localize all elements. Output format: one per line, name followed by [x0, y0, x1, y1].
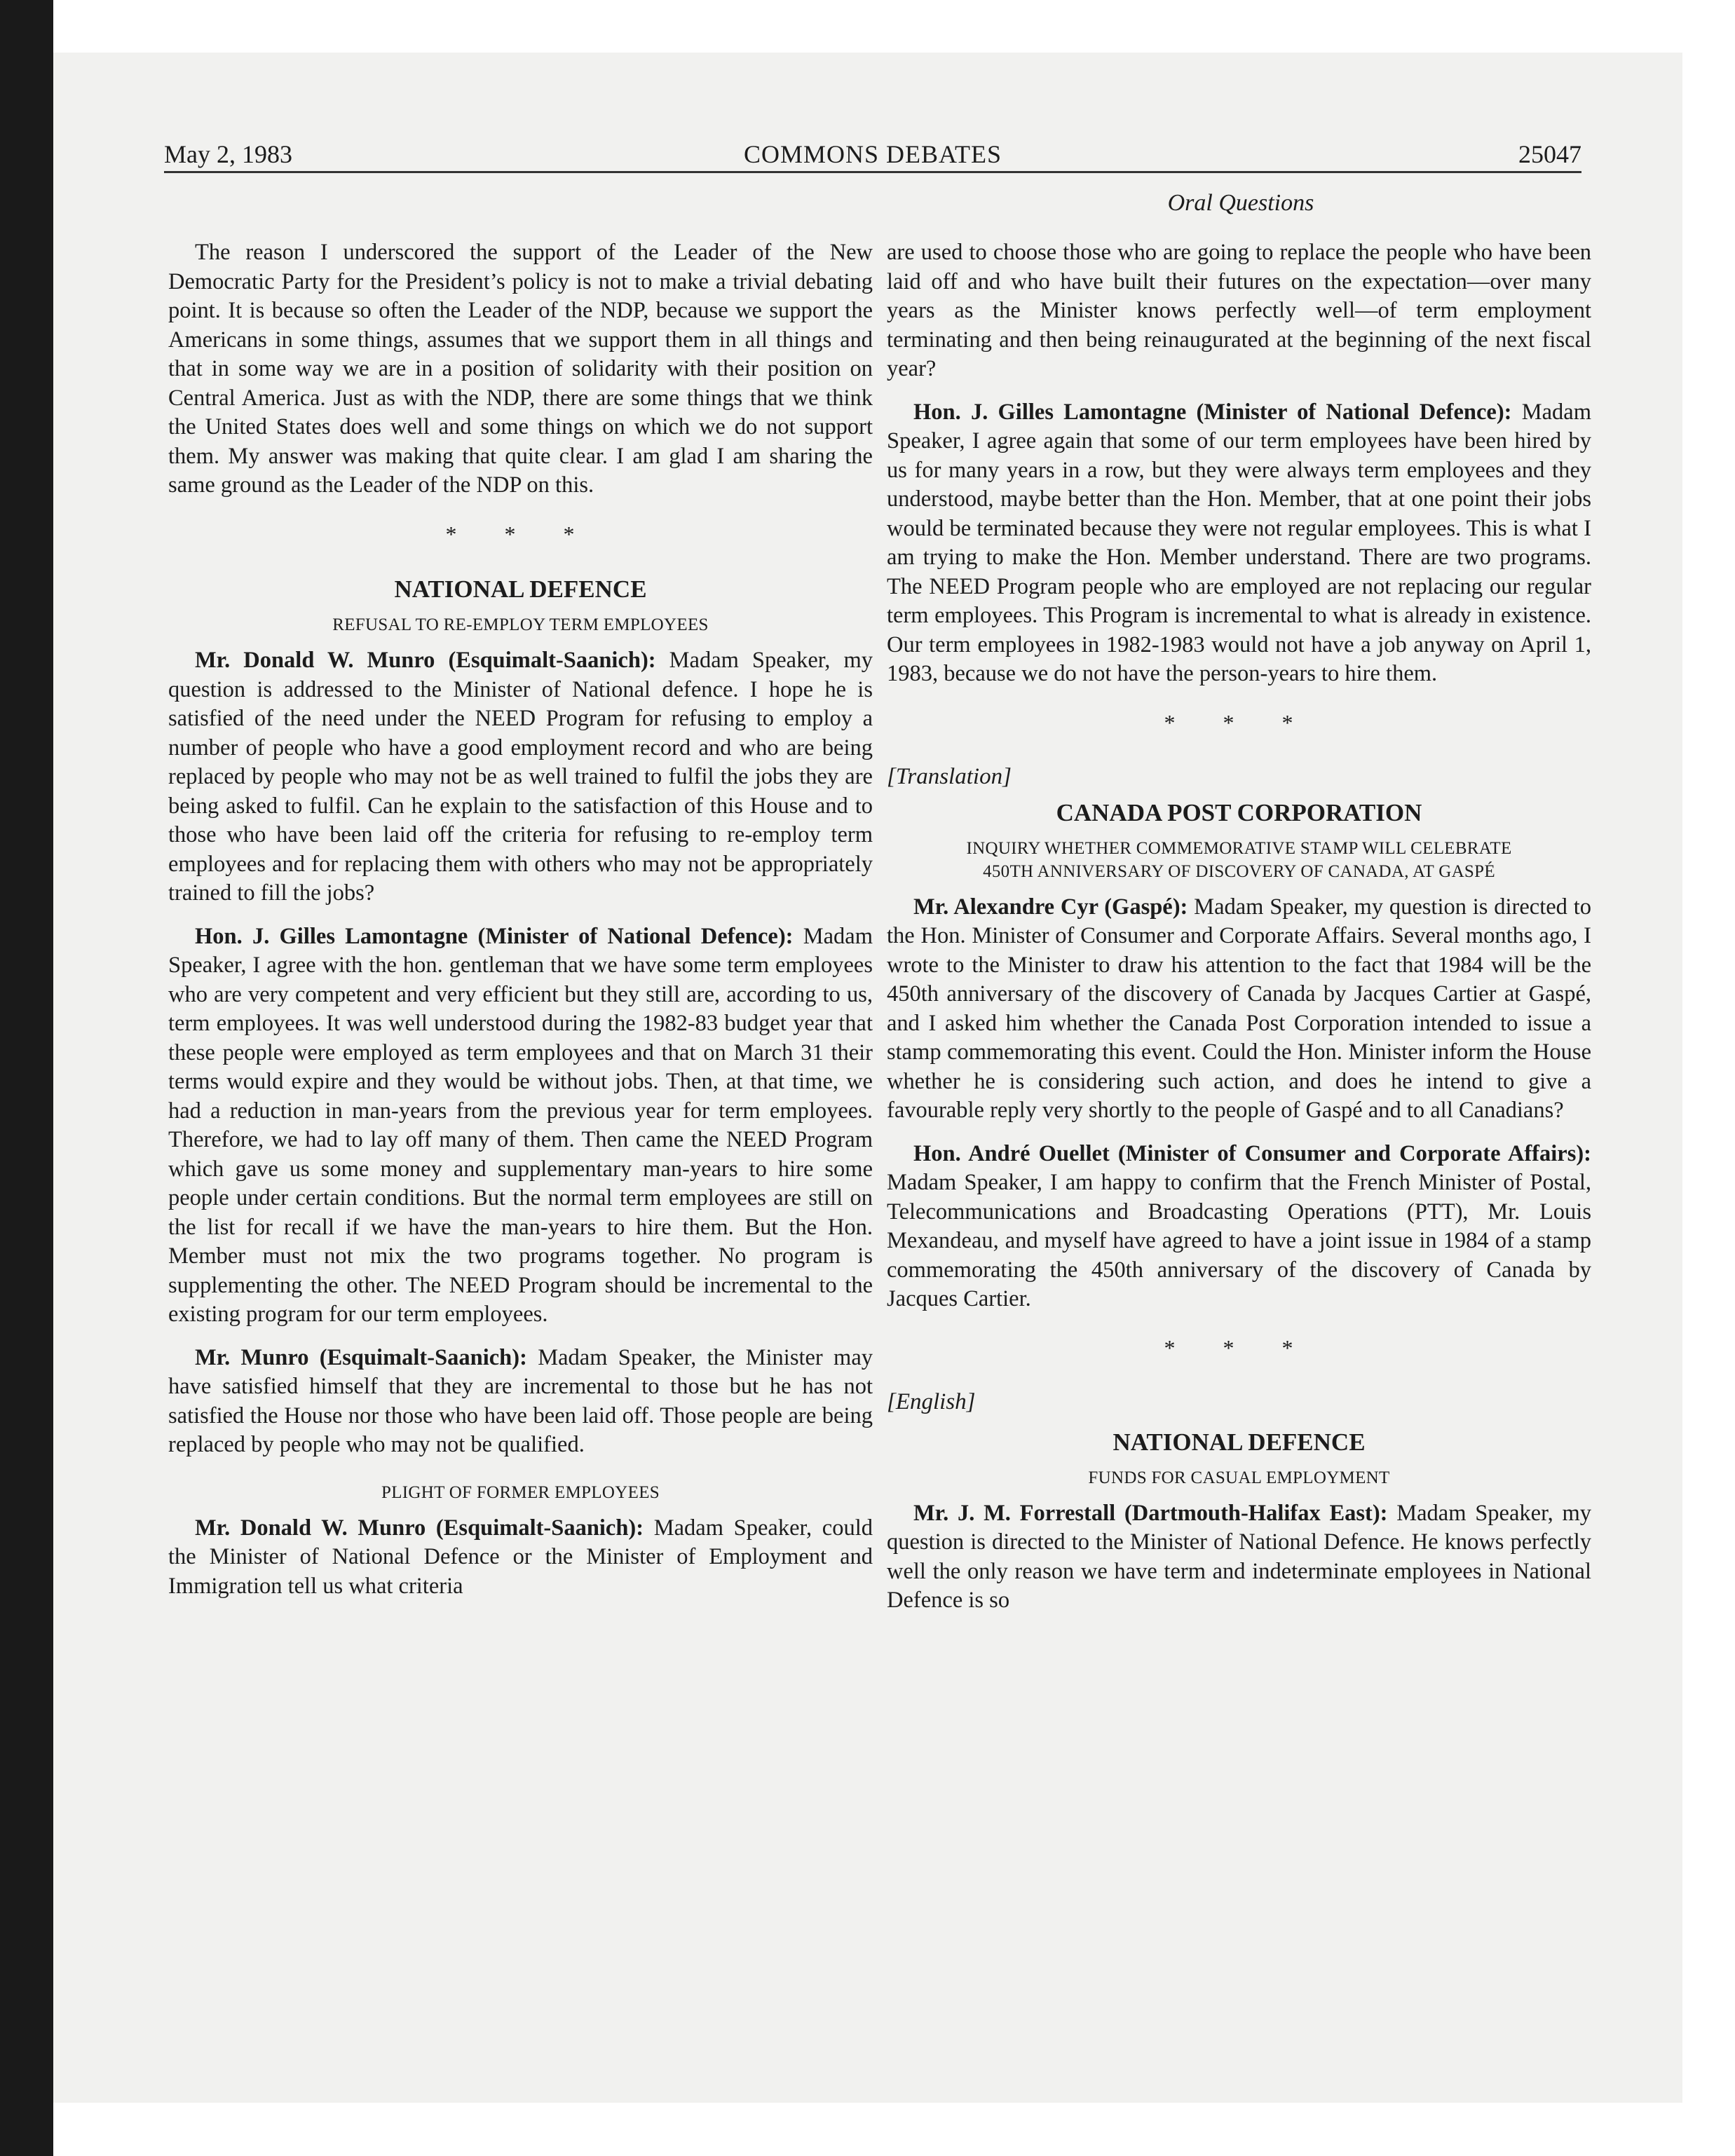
running-head: Oral Questions	[1167, 190, 1314, 216]
section-separator: * * *	[1164, 1335, 1314, 1360]
speech-text: Madam Speaker, I agree with the hon. gentleman that we have some term employees who are very competent and very efficient but they still are, according to us, term employees. It was well understood during the 1982-83 budget year that these people were employed as term employees and that on March 31 their terms would expire and they would be without jobs. Then, at that time, we had a reduction in man-years from the previous year for term employees. Therefore, we had to lay off many of them. Then came the NEED Program which gave us some money and supplementary man-years to hire some people under certain conditions. But the normal term employees are still on the list for recall if we have the man-years to hire them. But the Hon. Member must not mix the two programs together. No program is supplementing the other. The NEED Program should be incremental to the existing program for our term employees.	[168, 923, 873, 1327]
speaker-name: Mr. Alexandre Cyr (Gaspé):	[913, 894, 1188, 920]
section-separator: * * *	[445, 521, 596, 547]
header-publication: COMMONS DEBATES	[743, 140, 1002, 168]
speech	[168, 646, 873, 908]
speaker-name: Hon. J. Gilles Lamontagne (Minister of National Defence):	[195, 923, 794, 949]
speaker-name: Hon. André Ouellet (Minister of Consumer and Corporate Affairs):	[913, 1140, 1591, 1166]
subheading: REFUSAL TO RE-EMPLOY TERM EMPLOYEES	[332, 615, 709, 634]
left-column	[168, 238, 873, 1615]
subheading: PLIGHT OF FORMER EMPLOYEES	[381, 1482, 660, 1502]
header-rule	[164, 171, 1581, 173]
section-heading: NATIONAL DEFENCE	[394, 575, 647, 603]
subheading: INQUIRY WHETHER COMMEMORATIVE STAMP WILL CELEBRATE	[966, 838, 1512, 858]
speech	[887, 893, 1591, 1126]
section-heading: CANADA POST CORPORATION	[1056, 798, 1422, 826]
speech	[168, 1344, 873, 1460]
header-date: May 2, 1983	[164, 140, 292, 168]
subheading: FUNDS FOR CASUAL EMPLOYMENT	[1088, 1468, 1390, 1487]
page-header	[164, 138, 1581, 170]
language-note: [English]	[887, 1389, 976, 1414]
speaker-name: Mr. Munro (Esquimalt-Saanich):	[195, 1344, 527, 1370]
speaker-name: Hon. J. Gilles Lamontagne (Minister of National Defence):	[913, 399, 1512, 425]
speaker-name: Mr. Donald W. Munro (Esquimalt-Saanich):	[195, 648, 656, 673]
speaker-name: Mr. Donald W. Munro (Esquimalt-Saanich):	[195, 1515, 644, 1541]
speech-text: Madam Speaker, I am happy to confirm that the French Minister of Postal, Telecommunications and Broadcasting Operations (PTT), Mr. Louis Mexandeau, and myself have agreed to have a joint issue in 1984 of a stamp commemorating the 450th anniversary of the discovery of Canada by Jacques Cartier.	[887, 1170, 1591, 1311]
scan-edge	[0, 0, 53, 2156]
speech-text: Madam Speaker, the Minister may have satisfied himself that they are incremental to those but he has not satisfied the House nor those who have been laid off. Those people are being replaced by people who may not be qualified.	[168, 1344, 873, 1457]
speech-text: Madam Speaker, my question is addressed to the Minister of National defence. I hope he is satisfied of the need under the NEED Program for refusing to employ a number of people who have a good employment record and who are being replaced by people who may not be as well trained to fulfil the jobs they are being asked to fulfil. Can he explain to the satisfaction of this House and to those who have been laid off the criteria for refusing to re-employ term employees and for replacing them with others who may not be appropriately trained to fill the jobs?	[168, 648, 873, 906]
language-note: [Translation]	[887, 764, 1012, 789]
paragraph: The reason I underscored the support of the Leader of the New Democratic Party for the President’s policy is not to make a trivial debating point. It is because so often the Leader of the NDP, because we support the Americans in some things, assumes that we support them in all things and that in some way we are in a position of solidarity with their position on Central America. Just as with the NDP, there are some things that we think the United States does well and some things on which we do not support them. My answer was making that quite clear. I am glad I am sharing the same ground as the Leader of the NDP on this.	[168, 240, 873, 498]
paragraph: are used to choose those who are going to replace the people who have been laid off and who have built their futures on the expectation—over many years as the Minister knows perfectly well—of term employment terminating and then being reinaugurated at the beginning of the next fiscal year?	[887, 240, 1591, 381]
speech-text: Madam Speaker, my question is directed to the Minister of National Defence. He knows perfectly well the only reason we have term and indeterminate employees in National Defence is so	[887, 1500, 1591, 1613]
speech	[887, 1140, 1591, 1314]
section-heading: NATIONAL DEFENCE	[1113, 1428, 1366, 1456]
section-separator: * * *	[1164, 709, 1314, 735]
speech	[168, 922, 873, 1330]
speech	[887, 1499, 1591, 1616]
speech-text: Madam Speaker, my question is directed to the Hon. Minister of Consumer and Corporate Affairs. Several months ago, I wrote to the Minister to draw his attention to the fact that 1984 will be the 450th anniversary of the discovery of Canada by Jacques Cartier at Gaspé, and I asked him whether the Canada Post Corporation intended to issue a stamp commemorating this event. Could the Hon. Minister inform the House whether he is considering such action, and does he intend to give a favourable reply very shortly to the people of Gaspé and to all Canadians?	[887, 894, 1591, 1123]
right-column	[887, 238, 1591, 1630]
speech	[887, 398, 1591, 689]
speech	[168, 1514, 873, 1602]
speaker-name: Mr. J. M. Forrestall (Dartmouth-Halifax East):	[913, 1500, 1388, 1526]
subheading: 450TH ANNIVERSARY OF DISCOVERY OF CANADA, AT GASPÉ	[983, 861, 1495, 881]
speech-text: Madam Speaker, I agree again that some of our term employees have been hired by us for many years in a row, but they were always term employees and they understood, maybe better than the Hon. Member, that at one point their jobs would be terminated because they were not regular employees. This is what I am trying to make the Hon. Member understand. There are two programs. The NEED Program people who are employed are not replacing our regular term employees. This Program is incremental to what is already in existence. Our term employees in 1982-1983 would not have a job anyway on April 1, 1983, because we do not have the person-years to hire them.	[887, 399, 1591, 686]
speech-text: Madam Speaker, could the Minister of National Defence or the Minister of Employment and Immigration tell us what criteria	[168, 1515, 873, 1599]
header-page-number: 25047	[1518, 140, 1581, 168]
